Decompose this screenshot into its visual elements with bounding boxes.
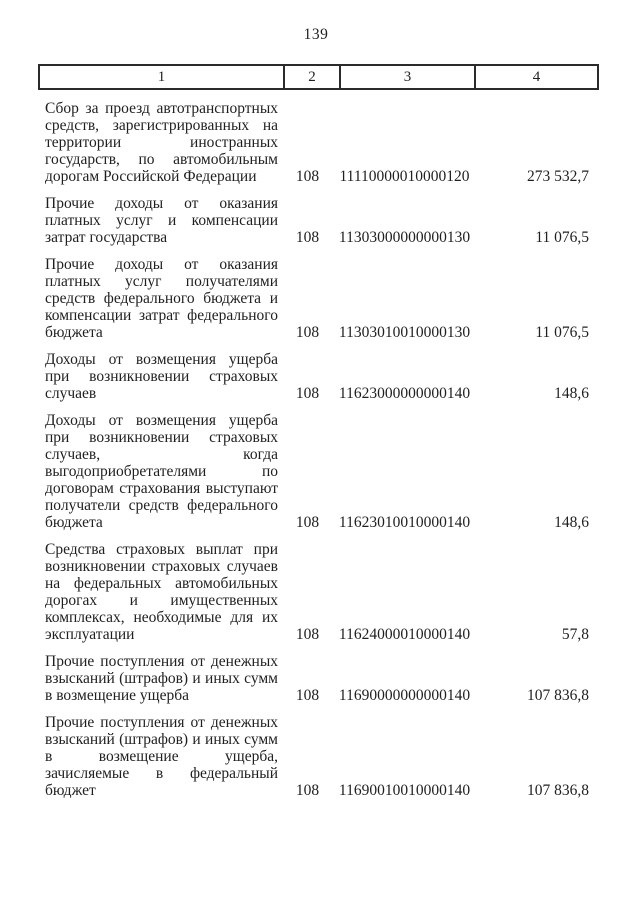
table-row bbox=[45, 195, 640, 246]
row-name-line: Доходы от возмещения ущерба bbox=[45, 412, 278, 429]
row-classification-code: 11690010010000140 bbox=[338, 782, 471, 799]
table-header-cell-2: 2 bbox=[283, 66, 339, 88]
row-classification-code: 11623010010000140 bbox=[338, 514, 471, 531]
row-name-text bbox=[45, 714, 278, 799]
row-name-line: в возмещение ущерба bbox=[45, 687, 189, 704]
row-classification-code: 11623000000000140 bbox=[338, 385, 471, 402]
row-name-line: возникновении страховых случаев bbox=[45, 558, 278, 575]
row-admin-code: 108 bbox=[295, 385, 320, 402]
row-name-line: при возникновении страховых bbox=[45, 368, 278, 385]
row-name-line: Доходы от возмещения ущерба bbox=[45, 351, 278, 368]
row-name-text bbox=[45, 541, 278, 643]
row-name-line: бюджета bbox=[45, 514, 103, 531]
row-name-line: затрат государства bbox=[45, 229, 168, 246]
row-name-line: выгодоприобретателями по bbox=[45, 463, 278, 480]
table-body bbox=[0, 100, 640, 799]
row-classification-code: 11690000000000140 bbox=[338, 687, 471, 704]
table-row bbox=[45, 412, 640, 531]
table-header-row bbox=[38, 64, 599, 90]
table-row bbox=[45, 351, 640, 402]
page-number: 139 bbox=[303, 26, 329, 43]
row-name-line: Прочие поступления от денежных bbox=[45, 714, 278, 731]
row-classification-code: 11303000000000130 bbox=[338, 229, 471, 246]
row-name-line: Средства страховых выплат при bbox=[45, 541, 278, 558]
row-amount: 11 076,5 bbox=[535, 324, 589, 341]
row-name-line: дорогах и имущественных bbox=[45, 592, 278, 609]
row-name-line: взысканий (штрафов) и иных сумм bbox=[45, 731, 278, 748]
row-name-line: взысканий (штрафов) и иных сумм bbox=[45, 670, 278, 687]
table-row bbox=[45, 100, 640, 185]
row-name-line: территории иностранных bbox=[45, 134, 278, 151]
row-name-line: дорогам Российской Федерации bbox=[45, 168, 257, 185]
row-amount: 148,6 bbox=[554, 385, 589, 402]
row-name-text bbox=[45, 653, 278, 704]
row-admin-code: 108 bbox=[295, 782, 320, 799]
row-amount: 107 836,8 bbox=[527, 782, 589, 799]
row-name-line: зачисляемые в федеральный bbox=[45, 765, 278, 782]
row-amount: 273 532,7 bbox=[527, 168, 589, 185]
row-name-line: средств, зарегистрированных на bbox=[45, 117, 278, 134]
row-name-line: Сбор за проезд автотранспортных bbox=[45, 100, 278, 117]
row-name-line: компенсации затрат федерального bbox=[45, 307, 278, 324]
row-name-line: комплексах, необходимые для их bbox=[45, 609, 278, 626]
row-amount: 11 076,5 bbox=[535, 229, 589, 246]
row-amount: 148,6 bbox=[554, 514, 589, 531]
row-name-line: получатели средств федерального bbox=[45, 497, 278, 514]
row-name-line: эксплуатации bbox=[45, 626, 135, 643]
row-name-text bbox=[45, 195, 278, 246]
row-classification-code: 11303010010000130 bbox=[338, 324, 471, 341]
table-header-cell-3: 3 bbox=[339, 66, 474, 88]
table-header-cell-4: 4 bbox=[474, 66, 597, 88]
table-row bbox=[45, 653, 640, 704]
table-header-cell-1: 1 bbox=[157, 69, 166, 85]
row-admin-code: 108 bbox=[295, 324, 320, 341]
table-row bbox=[45, 256, 640, 341]
row-name-line: платных услуг получателями bbox=[45, 273, 278, 290]
row-name-text bbox=[45, 351, 278, 402]
row-name-line: при возникновении страховых bbox=[45, 429, 278, 446]
row-name-line: Прочие доходы от оказания bbox=[45, 256, 278, 273]
row-admin-code: 108 bbox=[295, 626, 320, 643]
row-name-line: платных услуг и компенсации bbox=[45, 212, 278, 229]
row-amount: 57,8 bbox=[561, 626, 589, 643]
row-name-line: Прочие поступления от денежных bbox=[45, 653, 278, 670]
row-name-line: на федеральных автомобильных bbox=[45, 575, 278, 592]
row-name-line: случаев bbox=[45, 385, 97, 402]
row-admin-code: 108 bbox=[295, 229, 320, 246]
row-admin-code: 108 bbox=[295, 687, 320, 704]
row-name-text bbox=[45, 100, 278, 185]
row-classification-code: 11110000010000120 bbox=[339, 168, 470, 185]
row-name-line: Прочие доходы от оказания bbox=[45, 195, 278, 212]
table-row bbox=[45, 714, 640, 799]
row-name-line: договорам страхования выступают bbox=[45, 480, 278, 497]
row-name-line: бюджета bbox=[45, 324, 103, 341]
row-admin-code: 108 bbox=[295, 514, 320, 531]
row-classification-code: 11624000010000140 bbox=[338, 626, 471, 643]
row-name-text bbox=[45, 256, 278, 341]
row-name-line: бюджет bbox=[45, 782, 96, 799]
row-amount: 107 836,8 bbox=[527, 687, 589, 704]
row-name-line: в возмещение ущерба, bbox=[45, 748, 278, 765]
row-name-line: государств, по автомобильным bbox=[45, 151, 278, 168]
row-name-line: средств федерального бюджета и bbox=[45, 290, 278, 307]
row-name-line: случаев, когда bbox=[45, 446, 278, 463]
row-admin-code: 108 bbox=[295, 168, 320, 185]
table-row bbox=[45, 541, 640, 643]
row-name-text bbox=[45, 412, 278, 531]
